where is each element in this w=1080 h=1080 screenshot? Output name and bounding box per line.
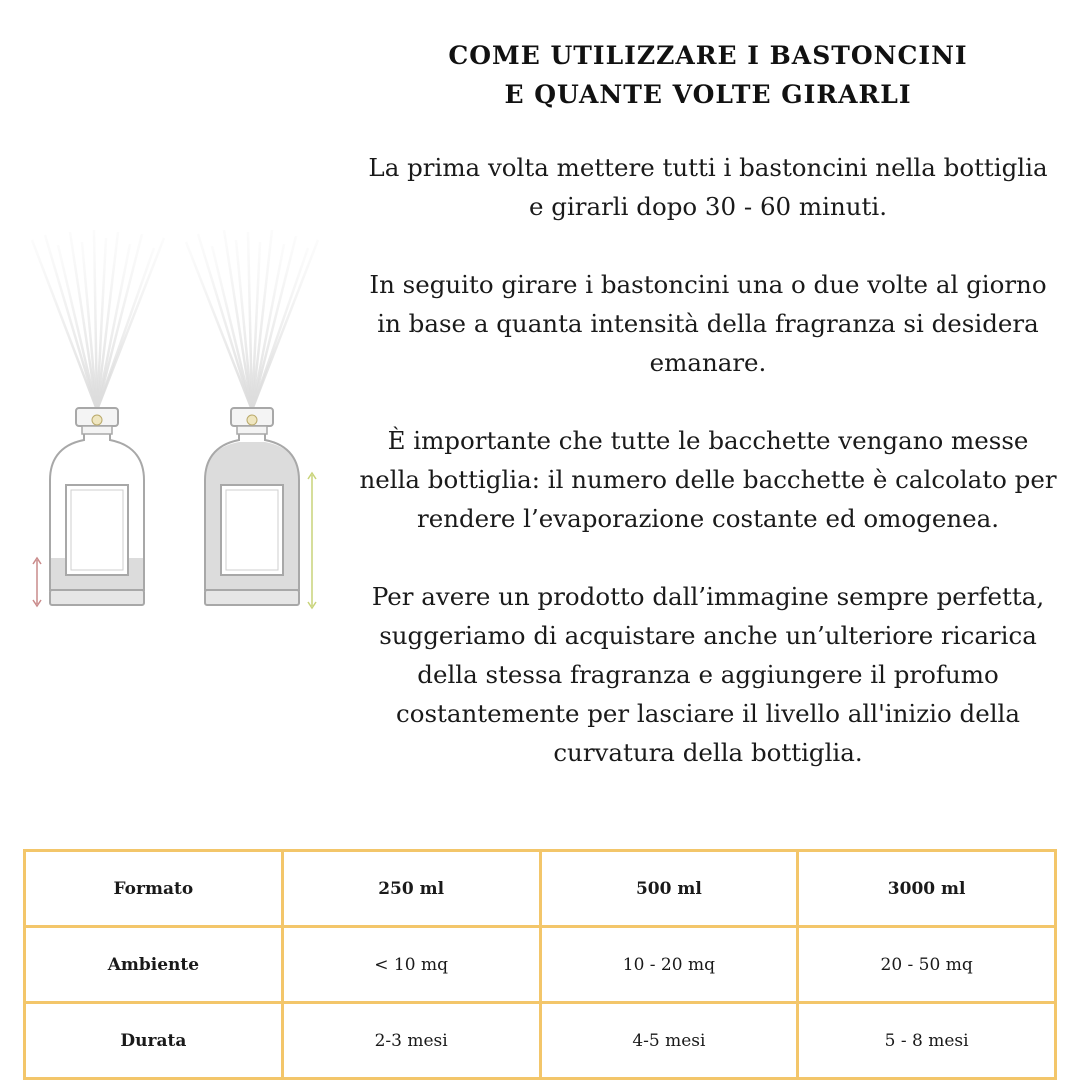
- table-cell: 2-3 mesi: [282, 1003, 540, 1079]
- table-row-label: Durata: [25, 1003, 283, 1079]
- table-row-label: Ambiente: [25, 927, 283, 1003]
- instruction-paragraph-turning: In seguito girare i bastoncini una o due volte al giorno in base a quanta intensità della fragranza si desidera emanare.: [369, 270, 1047, 377]
- page-title: [368, 36, 1048, 114]
- diffuser-bottle-high-level-icon: [186, 230, 318, 608]
- diffuser-bottle-low-level-icon: [32, 230, 164, 606]
- table-header-cell: Formato: [25, 851, 283, 927]
- title-line-2: E QUANTE VOLTE GIRARLI: [504, 80, 912, 109]
- table-cell: 20 - 50 mq: [798, 927, 1056, 1003]
- instructions-text: [358, 148, 1058, 772]
- table-row: [25, 1003, 1056, 1079]
- instruction-paragraph-all-reeds: È importante che tutte le bacchette vengano messe nella bottiglia: il numero delle bacchette è calcolato per rendere l’evaporazione costante ed omogenea.: [359, 426, 1057, 533]
- reeds: [32, 230, 164, 410]
- title-line-1: COME UTILIZZARE I BASTONCINI: [448, 41, 968, 70]
- table-cell: < 10 mq: [282, 927, 540, 1003]
- table-header-cell: 500 ml: [540, 851, 798, 927]
- reeds: [186, 230, 318, 410]
- high-level-arrow-icon: [308, 473, 316, 608]
- specs-table: [23, 849, 1057, 1080]
- table-row: [25, 927, 1056, 1003]
- table-header-cell: 3000 ml: [798, 851, 1056, 927]
- diffuser-illustration: [20, 230, 340, 620]
- instruction-paragraph-refill: Per avere un prodotto dall’immagine sempre perfetta, suggeriamo di acquistare anche un’ulteriore ricarica della stessa fragranza e aggiungere il profumo costantemente per lasciare il livello all'inizio della curvatura della bottiglia.: [371, 582, 1045, 767]
- instruction-paragraph-first-use: La prima volta mettere tutti i bastoncini nella bottiglia e girarli dopo 30 - 60 minuti.: [368, 153, 1048, 221]
- table-header-row: [25, 851, 1056, 927]
- table-cell: 5 - 8 mesi: [798, 1003, 1056, 1079]
- table-cell: 4-5 mesi: [540, 1003, 798, 1079]
- low-level-arrow-icon: [33, 558, 41, 606]
- table-header-cell: 250 ml: [282, 851, 540, 927]
- table-cell: 10 - 20 mq: [540, 927, 798, 1003]
